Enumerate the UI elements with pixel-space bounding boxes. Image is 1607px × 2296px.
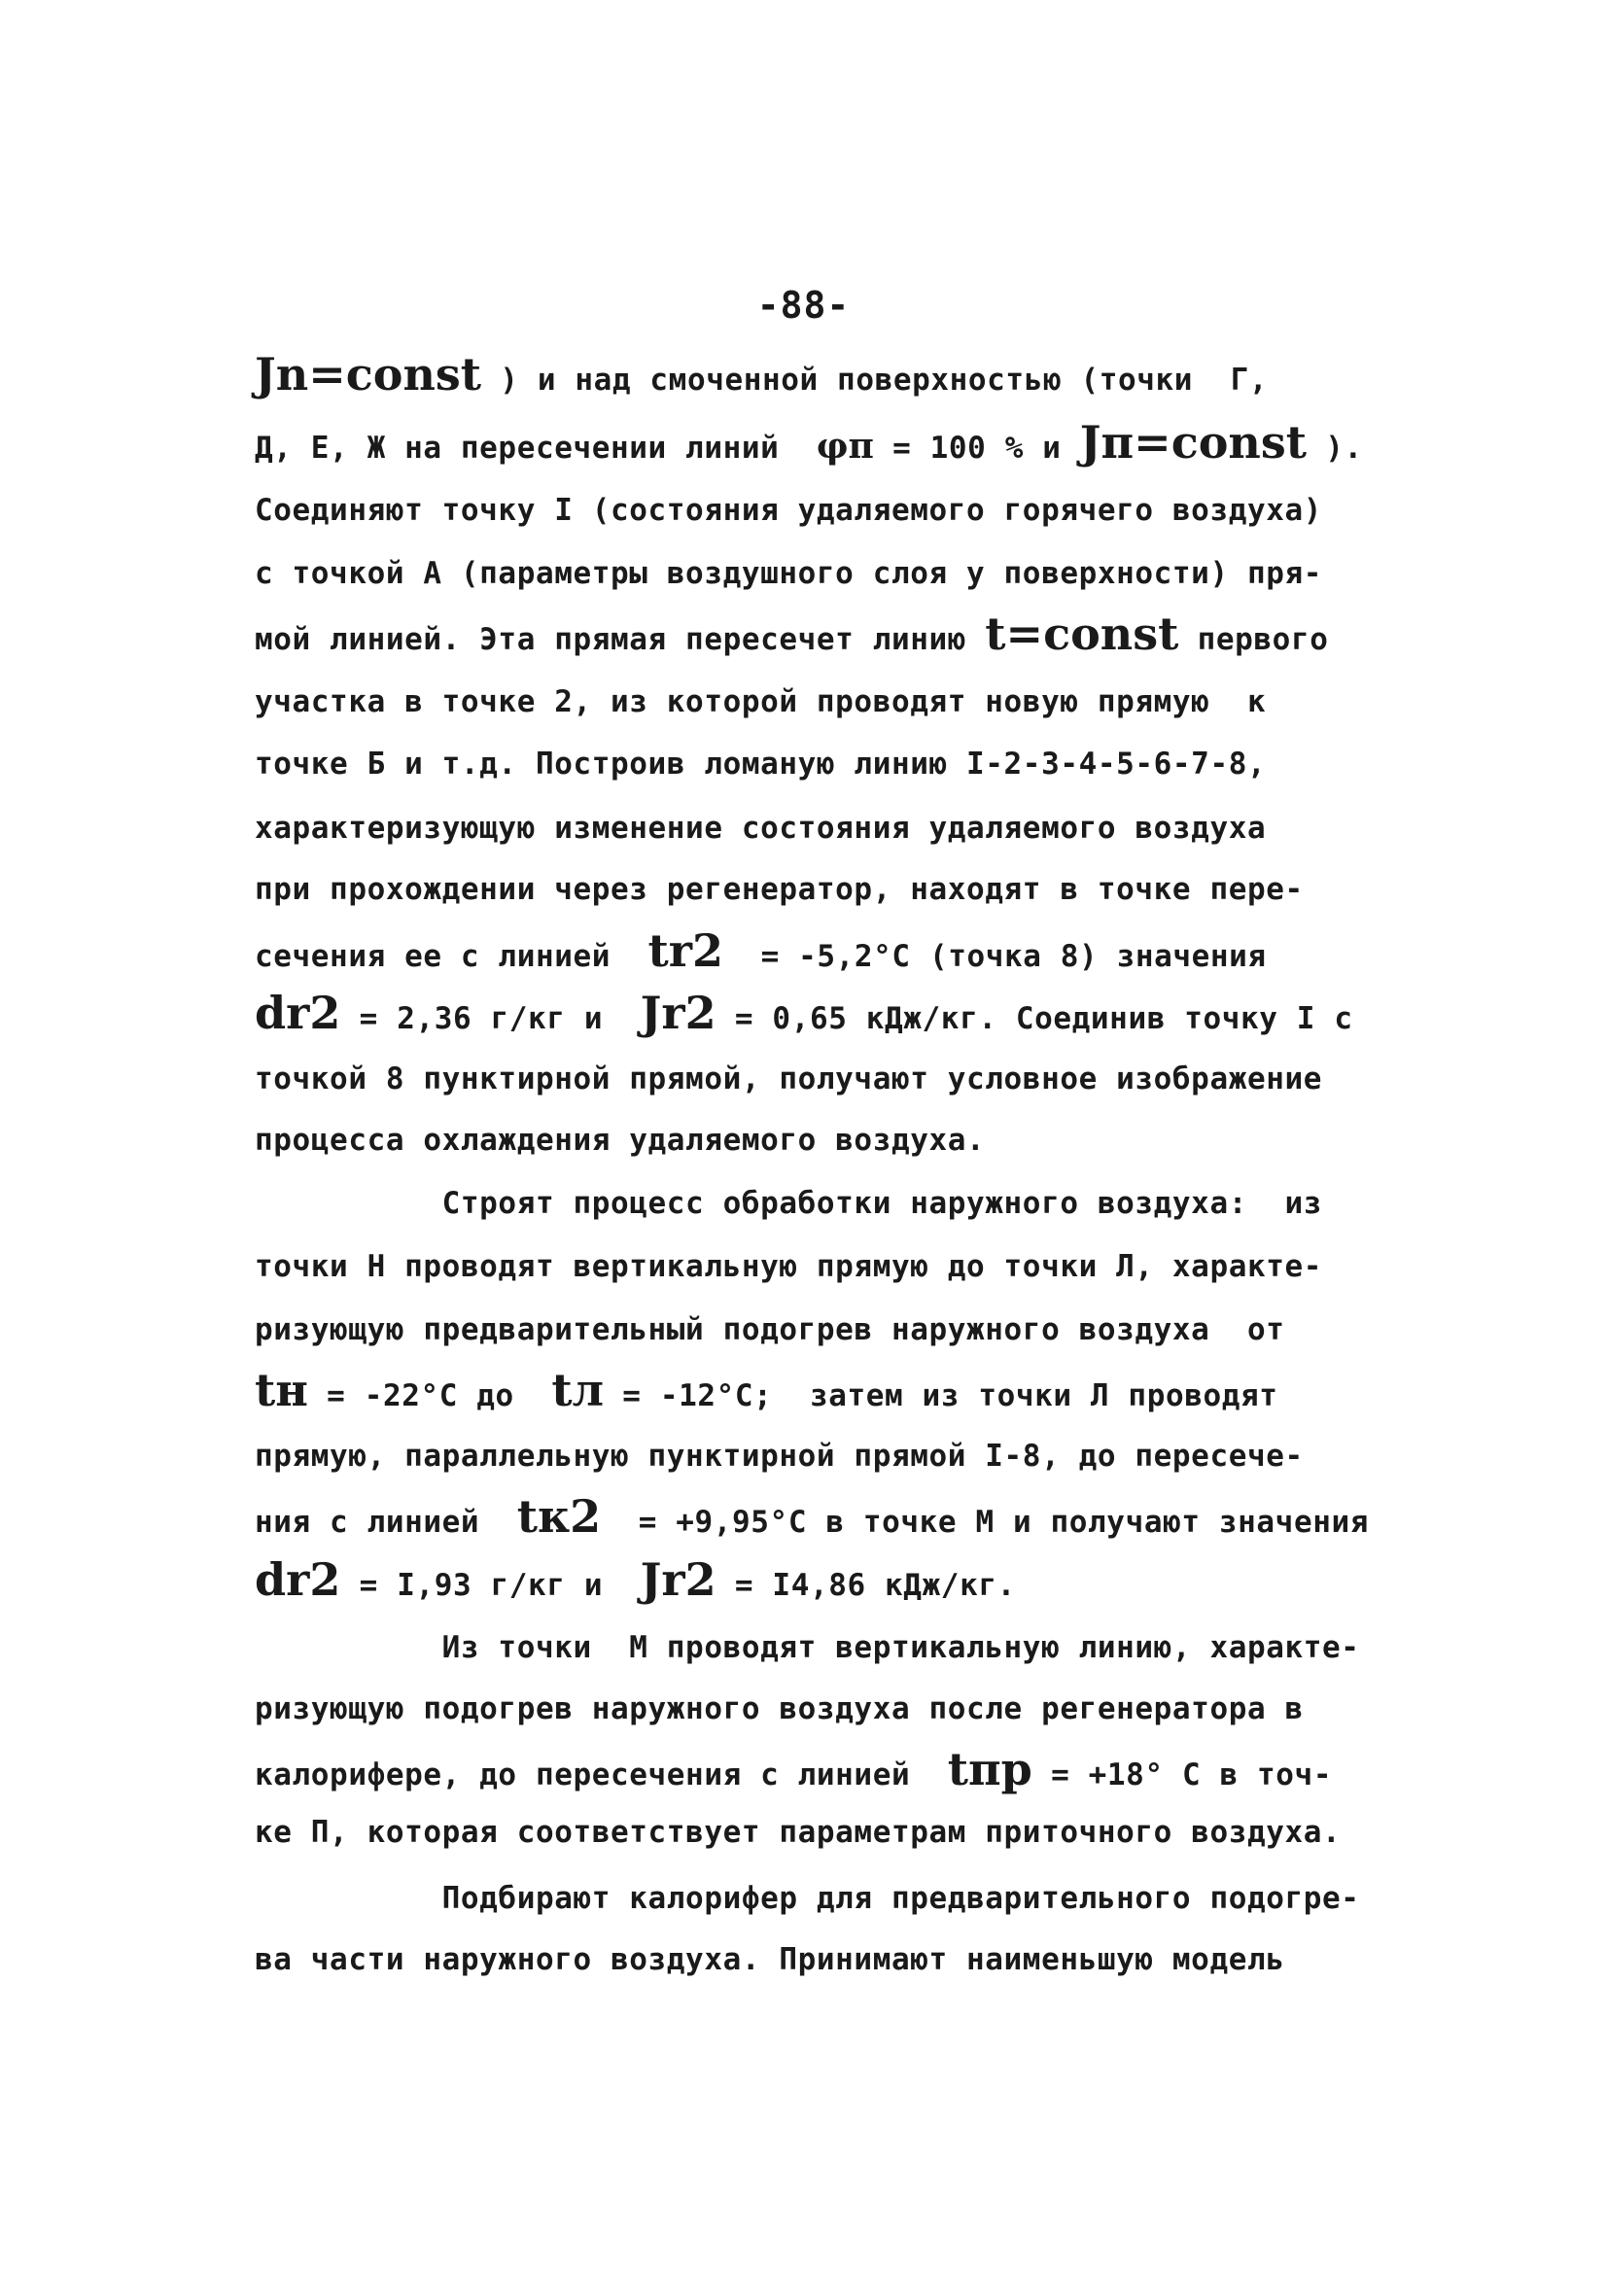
formula-jr2: Jr2 bbox=[640, 987, 716, 1039]
text-line bbox=[255, 1121, 1373, 1160]
text-line bbox=[255, 1689, 1373, 1728]
formula-tpr: tпр bbox=[947, 1743, 1032, 1795]
text-line bbox=[255, 1184, 1373, 1223]
line-text: первого bbox=[1178, 622, 1329, 657]
line-text: ризующую подогрев наружного воздуха после регенератора в bbox=[255, 1691, 1304, 1726]
text-line bbox=[255, 1743, 1373, 1795]
text-line bbox=[255, 809, 1373, 848]
line-text: участка в точке 2, из которой проводят новую прямую к bbox=[255, 684, 1267, 719]
line-text: точкой 8 пунктирной прямой, получают условное изображение bbox=[255, 1061, 1323, 1096]
text-line bbox=[255, 924, 1373, 977]
line-text: = +18° С в точ- bbox=[1031, 1757, 1333, 1792]
formula-tk2: tк2 bbox=[516, 1490, 602, 1543]
formula-jn-const: Jп=const bbox=[1079, 416, 1308, 469]
text-line bbox=[255, 745, 1373, 783]
text-line bbox=[255, 1628, 1373, 1667]
line-text: = I4,86 кДж/кг. bbox=[716, 1568, 1016, 1603]
line-text: ). bbox=[1307, 431, 1363, 466]
text-line bbox=[255, 1437, 1373, 1476]
text-line bbox=[255, 491, 1373, 530]
line-text: характеризующую изменение состояния удаляемого воздуха bbox=[255, 811, 1267, 846]
line-text: прямую, параллельную пунктирной прямой I-8, до пересече- bbox=[255, 1439, 1304, 1474]
formula-tl: tл bbox=[551, 1364, 605, 1416]
text-line bbox=[255, 416, 1373, 469]
line-text: при прохождении через регенератор, находят в точке пере- bbox=[255, 872, 1304, 907]
line-text: точки Н проводят вертикальную прямую до точки Л, характе- bbox=[255, 1249, 1323, 1284]
line-text: ризующую предварительный подогрев наружного воздуха от bbox=[255, 1312, 1285, 1347]
text-line bbox=[255, 348, 1373, 400]
line-text: сечения ее с линией bbox=[255, 939, 648, 974]
line-text: мой линией. Эта прямая пересечет линию bbox=[255, 622, 986, 657]
formula-in-const: Jn=const bbox=[255, 348, 482, 400]
line-text: с точкой А (параметры воздушного слоя у поверхности) пря- bbox=[255, 556, 1323, 591]
text-line bbox=[255, 1310, 1373, 1349]
line-text: Из точки М проводят вертикальную линию, характе- bbox=[255, 1630, 1360, 1665]
line-text: ния с линией bbox=[255, 1505, 517, 1540]
text-line bbox=[255, 1364, 1373, 1416]
line-text: ке П, которая соответствует параметрам приточного воздуха. bbox=[255, 1815, 1342, 1850]
line-text: Д, Е, Ж на пересечении линий bbox=[255, 431, 817, 466]
line-text: = -12°С; затем из точки Л проводят bbox=[604, 1378, 1278, 1413]
text-line bbox=[255, 1813, 1373, 1852]
line-text: = 100 % и bbox=[873, 431, 1080, 466]
line-text: = +9,95°С в точке М и получают значения bbox=[601, 1505, 1369, 1540]
formula-t-const: t=const bbox=[985, 608, 1179, 660]
formula-dr2: dr2 bbox=[255, 1553, 341, 1606]
line-text: Подбирают калорифер для предварительного подогре- bbox=[255, 1881, 1360, 1916]
line-text: = -22°С до bbox=[307, 1378, 552, 1413]
line-text: = I,93 г/кг и bbox=[340, 1568, 641, 1603]
line-text: ) и над смоченной поверхностью (точки Г, bbox=[481, 363, 1269, 398]
line-text: калорифере, до пересечения с линией bbox=[255, 1757, 948, 1792]
text-line bbox=[255, 870, 1373, 909]
line-text: = 2,36 г/кг и bbox=[340, 1001, 641, 1036]
text-line bbox=[255, 1247, 1373, 1286]
formula-phi-n: φп bbox=[816, 426, 874, 467]
formula-tn: tн bbox=[255, 1364, 308, 1416]
line-text: ва части наружного воздуха. Принимают наименьшую модель bbox=[255, 1942, 1285, 1977]
formula-tr2: tr2 bbox=[647, 924, 724, 977]
text-line bbox=[255, 608, 1373, 660]
line-text: = -5,2°С (точка 8) значения bbox=[723, 939, 1267, 974]
line-text: Соединяют точку I (состояния удаляемого горячего воздуха) bbox=[255, 493, 1323, 528]
text-line bbox=[255, 1879, 1373, 1918]
line-text: Строят процесс обработки наружного воздуха: из bbox=[255, 1186, 1323, 1221]
text-line bbox=[255, 554, 1373, 593]
text-line bbox=[255, 1060, 1373, 1098]
text-line bbox=[255, 1553, 1373, 1606]
line-text: процесса охлаждения удаляемого воздуха. bbox=[255, 1123, 986, 1158]
formula-dr2: dr2 bbox=[255, 987, 341, 1039]
line-text: = 0,65 кДж/кг. Соединив точку I с bbox=[716, 1001, 1353, 1036]
formula-jr2: Jr2 bbox=[640, 1553, 716, 1606]
line-text: точке Б и т.д. Построив ломаную линию I-2-3-4-5-6-7-8, bbox=[255, 747, 1267, 782]
text-line bbox=[255, 682, 1373, 721]
text-line bbox=[255, 1490, 1373, 1543]
page-number: -88- bbox=[756, 284, 851, 327]
text-line bbox=[255, 1940, 1373, 1979]
text-line bbox=[255, 987, 1373, 1039]
